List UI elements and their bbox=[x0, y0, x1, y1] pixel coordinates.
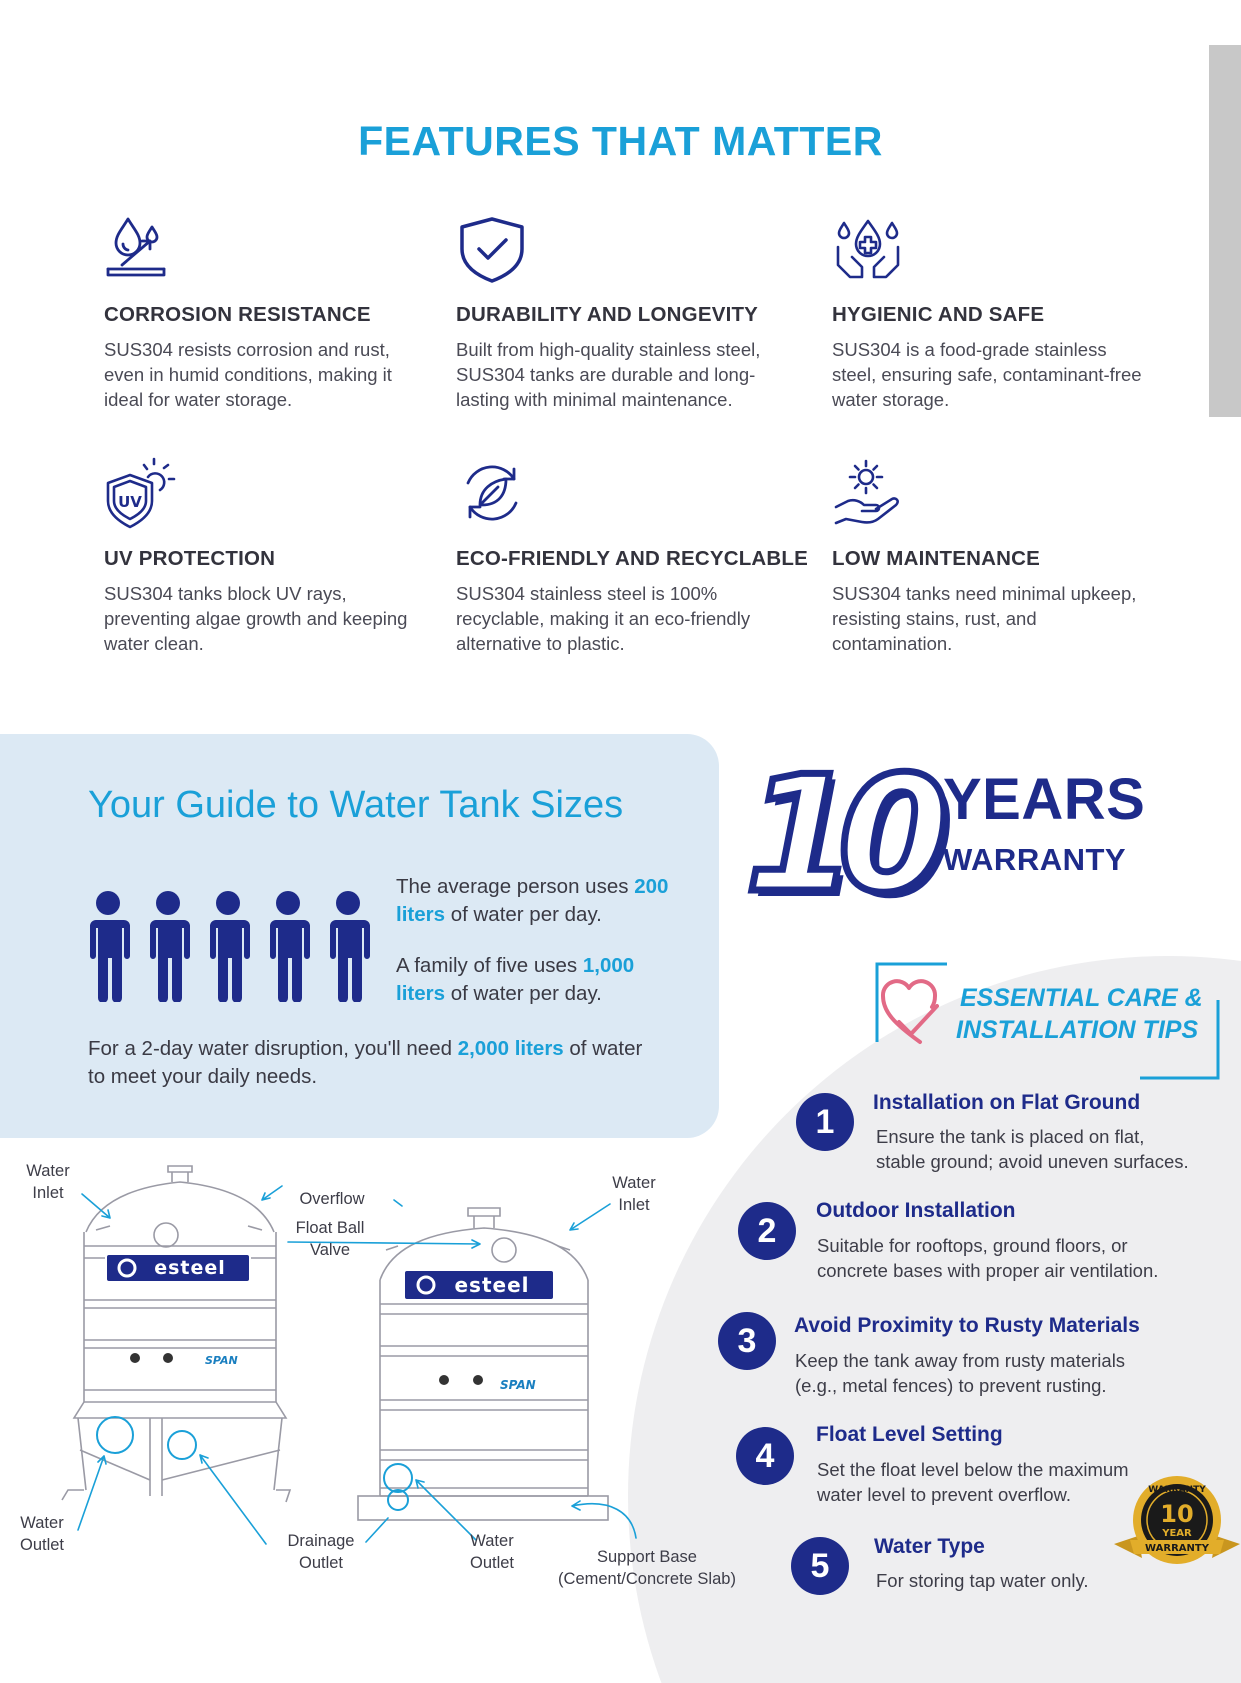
tip-number: 2 bbox=[738, 1202, 796, 1260]
guide-title: Your Guide to Water Tank Sizes bbox=[88, 784, 624, 826]
label-drainage-outlet: Drainage Outlet bbox=[287, 1532, 355, 1572]
feature-description: SUS304 stainless steel is 100% recyclable, making it an eco-friendly alternative to plastic. bbox=[456, 583, 751, 654]
brand-text-right: esteel bbox=[454, 1273, 530, 1297]
right-tank bbox=[358, 1208, 608, 1520]
recycle-leaf-icon bbox=[456, 457, 528, 529]
feature-durability bbox=[456, 213, 796, 410]
feature-title: LOW MAINTENANCE bbox=[832, 547, 1040, 570]
feature-title: UV PROTECTION bbox=[104, 547, 276, 570]
left-tank bbox=[62, 1166, 290, 1502]
tip-description: For storing tap water only. bbox=[876, 1570, 1089, 1591]
tip-description: Set the float level below the maximum water level to prevent overflow. bbox=[817, 1459, 1129, 1505]
uv-shield-sun-icon bbox=[104, 457, 176, 529]
person-icon bbox=[210, 891, 250, 1002]
tip-title: Float Level Setting bbox=[816, 1423, 1003, 1446]
feature-title: DURABILITY AND LONGEVITY bbox=[456, 303, 759, 326]
label-support-base: Support Base (Cement/Concrete Slab) bbox=[558, 1548, 736, 1588]
badge-ring-text: WARRANTY bbox=[1148, 1485, 1206, 1495]
person-icon bbox=[90, 891, 130, 1002]
shield-check-icon bbox=[456, 213, 528, 285]
people-icons bbox=[86, 890, 376, 1002]
label-water-outlet-left: Water Outlet bbox=[19, 1514, 65, 1554]
feature-maintenance bbox=[832, 457, 1172, 654]
feature-eco bbox=[456, 457, 809, 654]
warranty-badge bbox=[1112, 1474, 1241, 1574]
feature-title: HYGIENIC AND SAFE bbox=[832, 303, 1045, 326]
label-float-ball-valve: Float Ball Valve bbox=[295, 1219, 365, 1259]
feature-title: CORROSION RESISTANCE bbox=[104, 303, 371, 326]
feature-description: SUS304 is a food-grade stainless steel, ensuring safe, contaminant-free water storage. bbox=[832, 339, 1142, 410]
span-logo-right: SPAN bbox=[500, 1378, 536, 1392]
tip-description: Ensure the tank is placed on flat, stable ground; avoid uneven surfaces. bbox=[876, 1126, 1189, 1172]
tip-title: Outdoor Installation bbox=[816, 1199, 1016, 1222]
tip-number: 3 bbox=[718, 1312, 776, 1370]
scroll-thumb[interactable] bbox=[1209, 45, 1241, 417]
gear-hand-icon bbox=[832, 457, 904, 529]
water-drop-shield-icon bbox=[104, 213, 176, 285]
feature-description: SUS304 tanks need minimal upkeep, resisting stains, rust, and contamination. bbox=[832, 583, 1137, 654]
person-icon bbox=[270, 891, 310, 1002]
label-water-inlet-left: Water Inlet bbox=[26, 1162, 70, 1202]
tip-description: Keep the tank away from rusty materials (e.g., metal fences) to prevent rusting. bbox=[795, 1350, 1126, 1396]
warranty-label: WARRANTY bbox=[943, 842, 1127, 877]
warranty-years: YEARS bbox=[943, 767, 1146, 832]
badge-number: 10 bbox=[1160, 1500, 1194, 1528]
person-icon bbox=[150, 891, 190, 1002]
disruption-stat: For a 2-day water disruption, you'll need 2,000 liters of water to meet your daily needs. bbox=[88, 1037, 643, 1088]
feature-title: ECO-FRIENDLY AND RECYCLABLE bbox=[456, 547, 809, 570]
label-water-inlet-right: Water Inlet bbox=[612, 1174, 656, 1214]
tip-title: Avoid Proximity to Rusty Materials bbox=[794, 1314, 1140, 1337]
warranty-number: 10 bbox=[745, 741, 932, 928]
feature-uv bbox=[104, 457, 444, 654]
family-usage-stat: A family of five uses 1,000 liters of water per day. bbox=[396, 954, 635, 1005]
label-water-outlet-right: Water Outlet bbox=[469, 1532, 515, 1572]
tip-number: 5 bbox=[791, 1537, 849, 1595]
badge-banner: WARRANTY bbox=[1145, 1543, 1209, 1554]
feature-description: SUS304 tanks block UV rays, preventing algae growth and keeping water clean. bbox=[104, 583, 408, 654]
feature-description: SUS304 resists corrosion and rust, even in humid conditions, making it ideal for water storage. bbox=[104, 339, 392, 410]
tank-diagram bbox=[0, 1150, 760, 1600]
feature-hygienic bbox=[832, 213, 1172, 410]
feature-description: Built from high-quality stainless steel, SUS304 tanks are durable and long-lasting with minimal maintenance. bbox=[456, 339, 761, 410]
tip-number: 4 bbox=[736, 1427, 794, 1485]
tip-description: Suitable for rooftops, ground floors, or concrete bases with proper air ventilation. bbox=[817, 1235, 1159, 1281]
feature-corrosion bbox=[104, 213, 444, 410]
features-title: FEATURES THAT MATTER bbox=[358, 118, 883, 164]
tip-title: Installation on Flat Ground bbox=[873, 1091, 1141, 1114]
brand-text-left: esteel bbox=[154, 1257, 226, 1279]
label-overflow: Overflow bbox=[299, 1190, 365, 1208]
tips-title: ESSENTIAL CARE & INSTALLATION TIPS bbox=[956, 984, 1203, 1044]
person-usage-stat: The average person uses 200 liters of water per day. bbox=[396, 875, 669, 926]
person-icon bbox=[330, 891, 370, 1002]
tip-title: Water Type bbox=[874, 1535, 985, 1558]
tip-number: 1 bbox=[796, 1093, 854, 1151]
hands-drop-cross-icon bbox=[832, 213, 904, 285]
span-logo-left: SPAN bbox=[205, 1354, 238, 1367]
svg-text:UV: UV bbox=[118, 493, 142, 511]
badge-unit: YEAR bbox=[1162, 1528, 1192, 1539]
